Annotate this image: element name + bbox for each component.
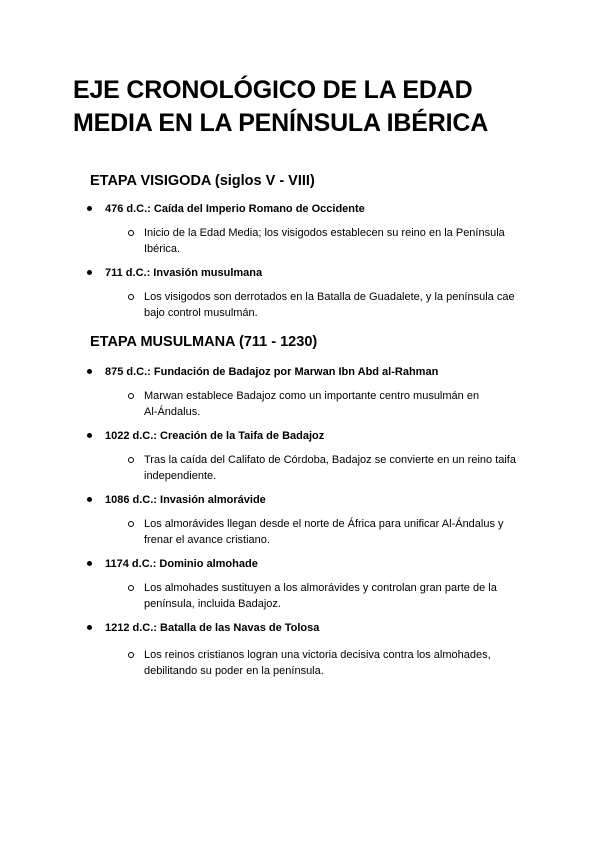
- detail-line: Tras la caída del Califato de Córdoba, Badajoz se convierte en un reino taifa: [144, 454, 516, 466]
- event-bullet: [87, 429, 324, 443]
- stage-heading-visigoda: ETAPA VISIGODA (siglos V - VIII): [90, 173, 315, 189]
- title-line: EJE CRONOLÓGICO DE LA EDAD: [73, 76, 473, 104]
- bullet-dot-icon: [87, 369, 92, 374]
- event-bullet: [87, 493, 266, 507]
- detail-line: bajo control musulmán.: [144, 306, 258, 319]
- event-title: 711 d.C.: Invasión musulmana: [105, 267, 263, 279]
- detail-line: Al-Ándalus.: [144, 405, 201, 418]
- detail-line: Inicio de la Edad Media; los visigodos establecen su reino en la Península: [144, 227, 505, 239]
- document-title: [73, 74, 573, 140]
- event-title: 1086 d.C.: Invasión almorávide: [105, 494, 266, 506]
- event-bullet: [87, 621, 319, 635]
- event-bullet: [87, 266, 262, 280]
- bullet-dot-icon: [87, 270, 92, 275]
- bullet-dot-icon: [87, 206, 92, 211]
- bullet-dot-icon: [87, 561, 92, 566]
- event-bullet: [87, 202, 365, 216]
- event-title: 476 d.C.: Caída del Imperio Romano de Occidente: [105, 203, 365, 215]
- hollow-bullet-icon: [128, 393, 134, 399]
- event-bullet: [87, 557, 258, 571]
- event-title: 1174 d.C.: Dominio almohade: [105, 558, 258, 570]
- detail-line: Marwan establece Badajoz como un importante centro musulmán en: [144, 390, 480, 402]
- bullet-dot-icon: [87, 625, 92, 630]
- detail-line: península, incluida Badajoz.: [144, 597, 281, 610]
- hollow-bullet-icon: [128, 585, 134, 591]
- detail-line: Ibérica.: [144, 242, 181, 255]
- detail-line: Los visigodos son derrotados en la Batalla de Guadalete, y la península cae: [144, 291, 515, 303]
- bullet-dot-icon: [87, 433, 92, 438]
- hollow-bullet-icon: [128, 652, 134, 658]
- event-bullet: [87, 365, 438, 379]
- detail-line: debilitando su poder en la península.: [144, 664, 324, 677]
- detail-line: Los reinos cristianos logran una victoria decisiva contra los almohades,: [144, 649, 491, 661]
- detail-line: Los almohades sustituyen a los almorávides y controlan gran parte de la: [144, 582, 497, 594]
- event-title: 875 d.C.: Fundación de Badajoz por Marwan Ibn Abd al-Rahman: [105, 366, 439, 378]
- hollow-bullet-icon: [128, 294, 134, 300]
- hollow-bullet-icon: [128, 457, 134, 463]
- hollow-bullet-icon: [128, 230, 134, 236]
- title-line: MEDIA EN LA PENÍNSULA IBÉRICA: [73, 109, 489, 137]
- detail-line: Los almorávides llegan desde el norte de África para unificar Al-Ándalus y: [144, 518, 504, 530]
- stage-heading-musulmana: ETAPA MUSULMANA (711 - 1230): [90, 334, 318, 350]
- bullet-dot-icon: [87, 497, 92, 502]
- hollow-bullet-icon: [128, 521, 134, 527]
- detail-line: frenar el avance cristiano.: [144, 533, 270, 546]
- event-title: 1212 d.C.: Batalla de las Navas de Tolosa: [105, 622, 320, 634]
- detail-line: independiente.: [144, 469, 217, 482]
- event-title: 1022 d.C.: Creación de la Taifa de Badajoz: [105, 430, 325, 442]
